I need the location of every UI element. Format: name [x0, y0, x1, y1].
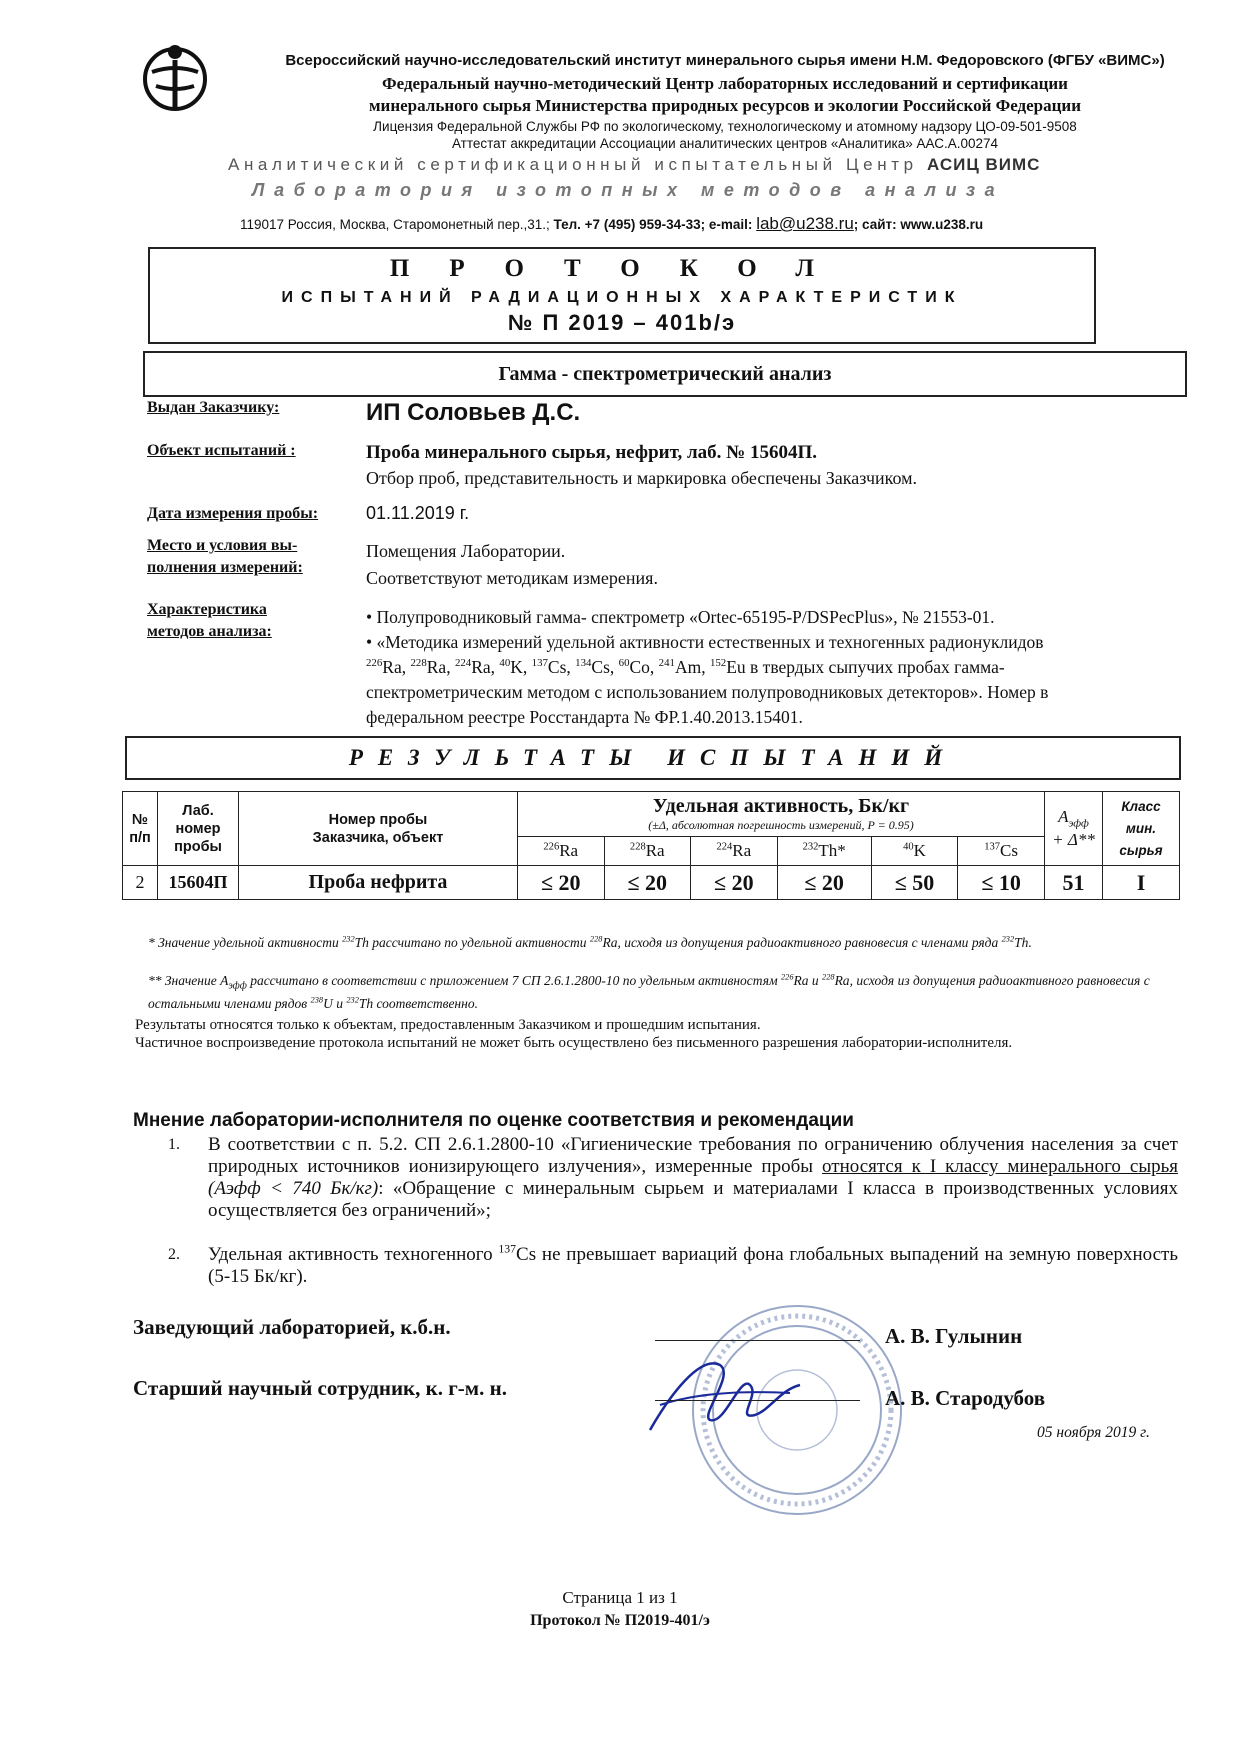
header-laboratory: Лаборатория изотопных методов анализа	[252, 180, 1005, 200]
header-lab-number: Лаб. номер пробы	[158, 792, 239, 866]
senior-name: А. В. Стародубов	[885, 1386, 1046, 1410]
col-ra226: $^{226}$Ra	[518, 837, 605, 866]
head-title: Заведующий лабораторией, к.б.н.	[133, 1315, 451, 1339]
header-sample: Номер пробы Заказчика, объект	[239, 792, 518, 866]
col-th232: $^{232}$Th*	[777, 837, 871, 866]
analysis-type-box: Гамма - спектрометрический анализ	[143, 351, 1187, 397]
customer-value: ИП Соловьев Д.С.	[366, 399, 581, 426]
footnote-aeff: ** Значение $А_{эфф}$ рассчитано в соответствии с приложением 7 СП 2.6.1.2800-10 по удельным активностям $^{226}$Ra и $^{228}$Ra, исходя из допущения радиоактивного равновесия с остальными членами рядов $^{238}$U и $^{232}$Th соответственно.	[148, 972, 1150, 1011]
results-disclaimer: Результаты относятся только к объектам, предоставленным Заказчиком и прошедшим испытания.	[135, 1017, 761, 1033]
head-name: А. В. Гулынин	[885, 1324, 1023, 1348]
protocol-title-box	[148, 247, 1096, 344]
col-ra228: $^{228}$Ra	[604, 837, 691, 866]
place-label: Место и условия вы- полнения измерений:	[147, 537, 303, 576]
col-cs137: $^{137}$Cs	[958, 837, 1045, 866]
object-note: Отбор проб, представительность и маркировка обеспечены Заказчиком.	[366, 468, 918, 488]
protocol-word: ПРОТОКОЛ	[389, 255, 855, 282]
opinion-item-1: В соответствии с п. 5.2. СП 2.6.1.2800-10 «Гигиенические требования по ограничению облучения населения за счет природных источников ионизирующего излучения», измеренные пробы относятся к I классу минерального сырья (Аэфф < 740 Бк/кг): «Обращение с минеральным сырьем и материалами I класса в производственных условиях осуществляется без ограничений»;	[208, 1134, 1179, 1221]
page-number: Страница 1 из 1	[562, 1588, 678, 1607]
results-title-box: РЕЗУЛЬТАТЫ ИСПЫТАНИЙ	[125, 736, 1181, 780]
results-table	[122, 791, 1180, 900]
institute-logo	[140, 42, 210, 112]
reproduction-disclaimer: Частичное воспроизведение протокола испытаний не может быть осуществлено без письменного разрешения лаборатории-исполнителя.	[135, 1035, 1013, 1051]
protocol-number: № П 2019 – 401b/э	[507, 310, 737, 335]
place-conditions: Соответствуют методикам измерения.	[366, 568, 658, 588]
protocol-footer: Протокол № П2019-401/э	[530, 1612, 710, 1629]
opinion-title: Мнение лаборатории-исполнителя по оценке соответствия и рекомендации	[133, 1110, 854, 1131]
opinion-number-2: 2.	[168, 1246, 180, 1263]
signature-line-senior	[655, 1400, 860, 1401]
header-num: № п/п	[123, 792, 158, 866]
header-activity: Удельная активность, Бк/кг (±Δ, абсолютная погрешность измерений, P = 0.95)	[518, 792, 1045, 837]
header-certification-center: Аналитический сертификационный испытательный Центр АСИЦ ВИМС	[228, 155, 1041, 174]
method-description: • Полупроводниковый гамма- спектрометр «Ortec-65195-P/DSPecPlus», № 21553-01. • «Методика измерений удельной активности естественных и техногенных радионуклидов $^{226}$Ra, $^{228}$Ra, $^{224}$Ra, $^{40}$K, $^{137}$Cs, $^{134}$Cs, $^{60}$Co, $^{241}$Am, $^{152}$Eu в твердых сыпучих пробах гамма- спектрометрическим методом с использованием полупроводниковых детекторов». Номер в федеральном реестре Росстандарта № ФР.1.40.2013.15401.	[366, 607, 1049, 727]
header-center: Федеральный научно-методический Центр лабораторных исследований и сертификации	[382, 74, 1068, 93]
signature	[640, 1335, 805, 1445]
header-accreditation: Аттестат аккредитации Ассоциации аналитических центров «Аналитика» ААС.А.00274	[451, 136, 999, 151]
email-link[interactable]: lab@u238.ru	[756, 214, 854, 233]
date-label: Дата измерения пробы:	[147, 505, 319, 522]
place-value: Помещения Лаборатории.	[366, 541, 566, 561]
header-institute: Всероссийский научно-исследовательский институт минерального сырья имени Н.М. Федоровского (ФГБУ «ВИМС»)	[285, 52, 1165, 69]
method-label: Характеристика методов анализа:	[147, 601, 272, 640]
date-value: 01.11.2019 г.	[366, 503, 470, 523]
header-license: Лицензия Федеральной Службы РФ по экологическому, технологическому и атомному надзору ЦО-09-501-9508	[373, 119, 1077, 134]
signature-line-head	[655, 1340, 860, 1341]
protocol-subtitle: ИСПЫТАНИЙ РАДИАЦИОННЫХ ХАРАКТЕРИСТИК	[281, 289, 963, 306]
footnote-th232: * Значение удельной активности $^{232}$Th рассчитано по удельной активности $^{228}$Ra, исходя из допущения радиоактивного равновесия с членами ряда $^{232}$Th.	[148, 934, 1032, 950]
contact-address: 119017 Россия, Москва, Старомонетный пер.,31.; Тел. +7 (495) 959-34-33; e-mail: lab@u238.ru; сайт: www.u238.ru	[240, 214, 984, 233]
header-ministry: минерального сырья Министерства природных ресурсов и экологии Российской Федерации	[368, 96, 1082, 115]
table-row: 2 15604П Проба нефрита ≤ 20 ≤ 20 ≤ 20 ≤ 20 ≤ 50 ≤ 10 51 I	[123, 866, 1180, 900]
opinion-item-2: Удельная активность техногенного $^{137}$Cs не превышает вариаций фона глобальных выпадений на земную поверхность (5-15 Бк/кг).	[208, 1242, 1179, 1287]
sign-date: 05 ноября 2019 г.	[1037, 1424, 1150, 1441]
senior-title: Старший научный сотрудник, к. г-м. н.	[133, 1376, 507, 1400]
object-value: Проба минерального сырья, нефрит, лаб. № 15604П.	[366, 442, 818, 463]
header-aeff: $А_{эфф}$ + Δ**	[1045, 792, 1103, 866]
object-label: Объект испытаний :	[147, 442, 296, 459]
header-class: Класс мин. сырья	[1103, 792, 1180, 866]
col-k40: $^{40}$K	[871, 837, 958, 866]
customer-label: Выдан Заказчику:	[147, 399, 280, 416]
col-ra224: $^{224}$Ra	[691, 837, 778, 866]
opinion-number-1: 1.	[168, 1136, 180, 1153]
